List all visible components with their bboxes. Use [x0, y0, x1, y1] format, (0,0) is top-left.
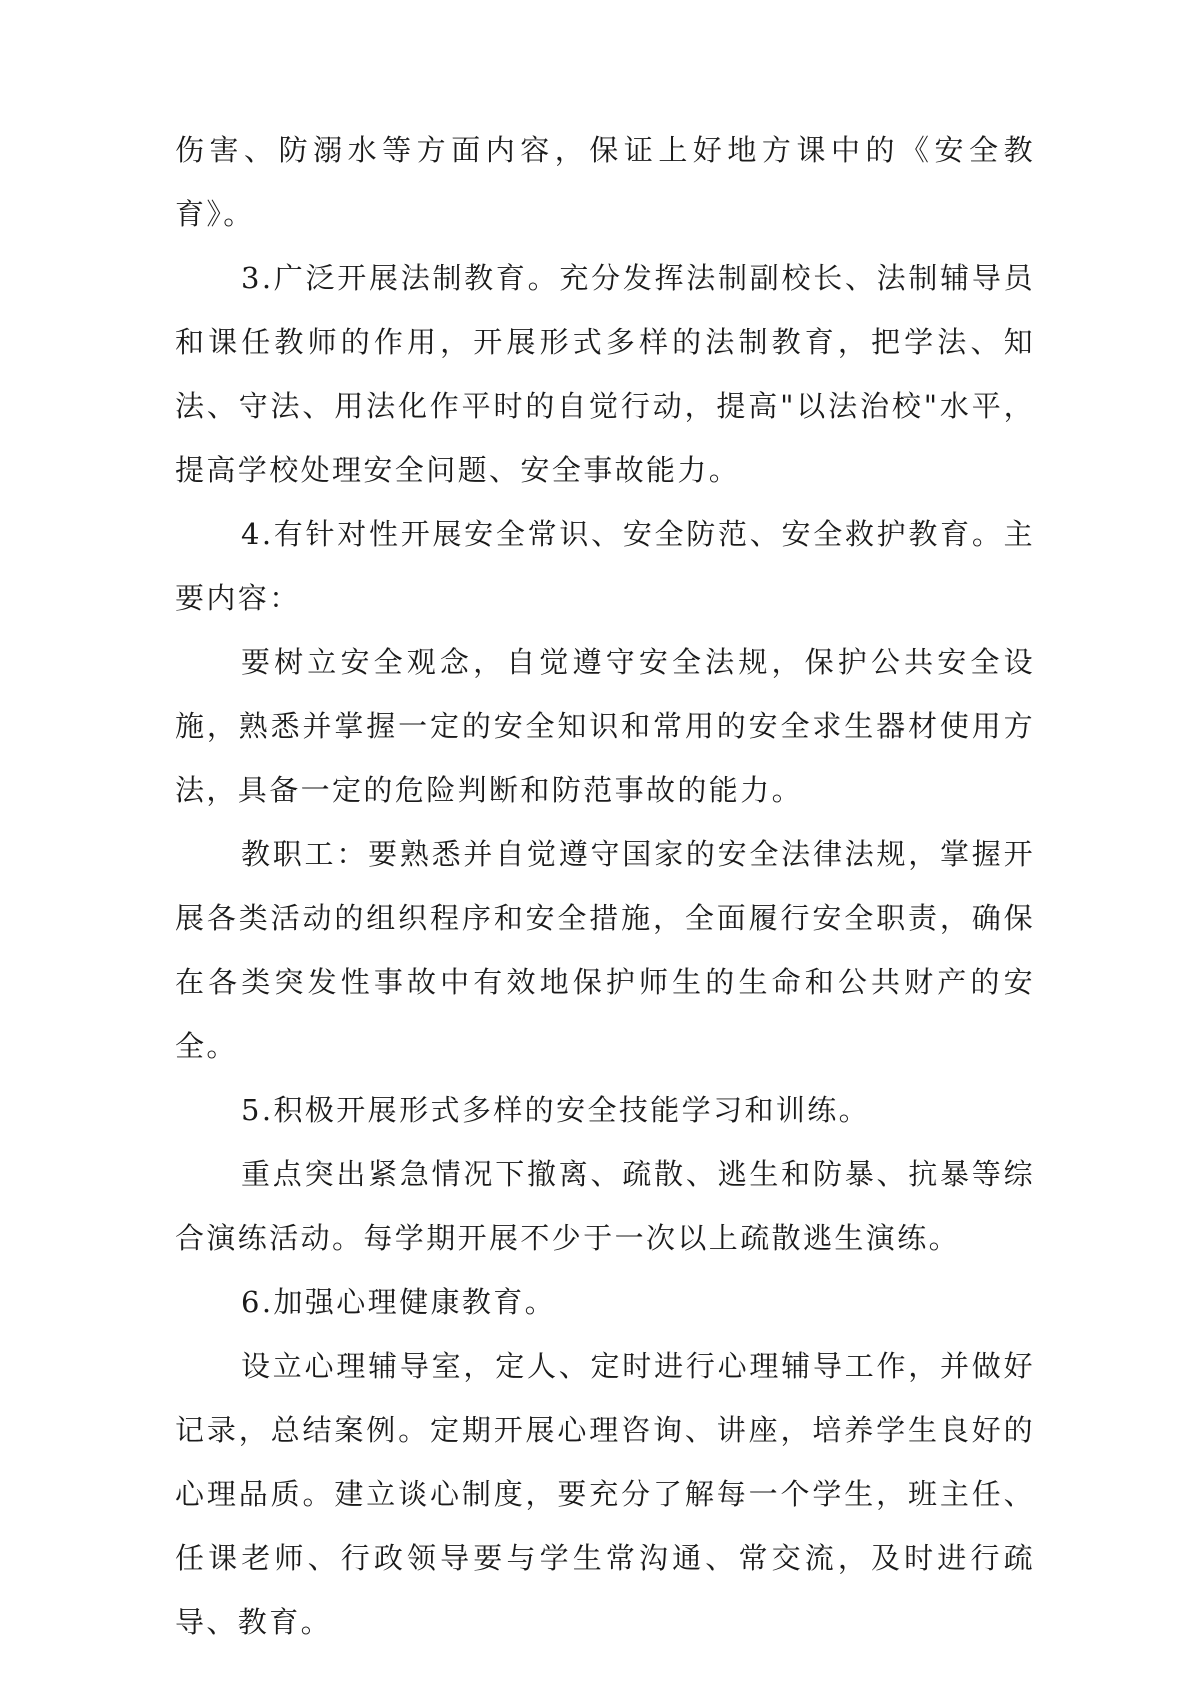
document-body [175, 118, 1035, 1654]
paragraph-staff-requirements: 教职工：要熟悉并自觉遵守国家的安全法律法规，掌握开展各类活动的组织程序和安全措施，全面履行安全职责，确保在各类突发性事故中有效地保护师生的生命和公共财产的安全。 [175, 837, 1035, 1063]
paragraph-safety-education: 4.有针对性开展安全常识、安全防范、安全救护教育。主要内容： [175, 517, 1035, 615]
paragraph-legal-education: 3.广泛开展法制教育。充分发挥法制副校长、法制辅导员和课任教师的作用，开展形式多样的法制教育，把学法、知法、守法、用法化作平时的自觉行动，提高"以法治校"水平，提高学校处理安全问题、安全事故能力。 [175, 261, 1035, 487]
paragraph-mental-health: 6.加强心理健康教育。 [241, 1285, 557, 1319]
paragraph-drills: 重点突出紧急情况下撤离、疏散、逃生和防暴、抗暴等综合演练活动。每学期开展不少于一次以上疏散逃生演练。 [175, 1157, 1035, 1255]
paragraph-counseling: 设立心理辅导室，定人、定时进行心理辅导工作，并做好记录，总结案例。定期开展心理咨询、讲座，培养学生良好的心理品质。建立谈心制度，要充分了解每一个学生，班主任、任课老师、行政领导要与学生常沟通、常交流，及时进行疏导、教育。 [175, 1349, 1035, 1639]
paragraph-student-requirements: 要树立安全观念，自觉遵守安全法规，保护公共安全设施，熟悉并掌握一定的安全知识和常用的安全求生器材使用方法，具备一定的危险判断和防范事故的能力。 [175, 645, 1035, 807]
paragraph-continuation: 伤害、防溺水等方面内容，保证上好地方课中的《安全教育》。 [175, 133, 1035, 231]
paragraph-skills-training: 5.积极开展形式多样的安全技能学习和训练。 [241, 1093, 871, 1127]
